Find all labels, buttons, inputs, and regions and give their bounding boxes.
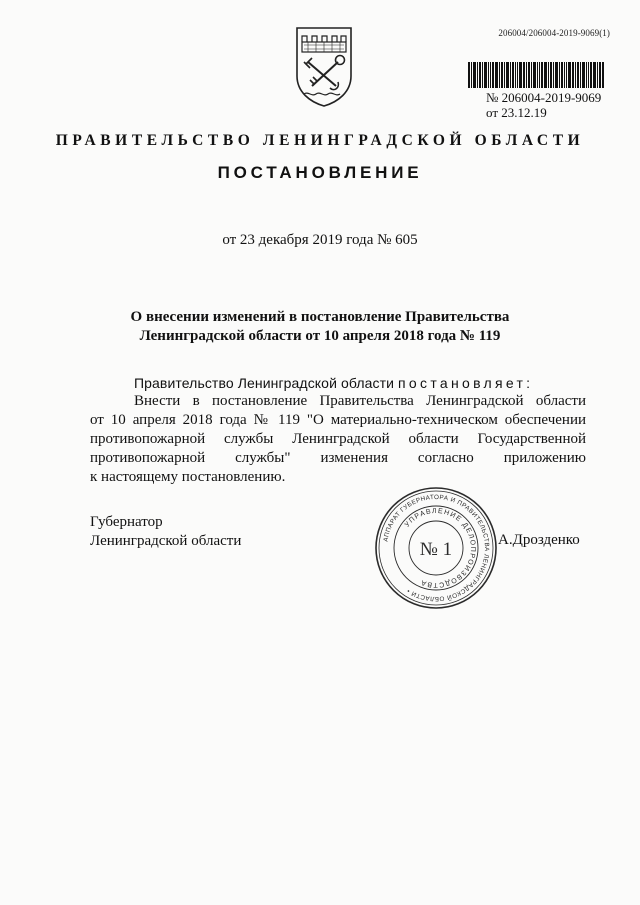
signer-position-line: Губернатор bbox=[90, 514, 163, 530]
stamp-outer-text: АППАРАТ ГУБЕРНАТОРА И ПРАВИТЕЛЬСТВА ЛЕНИНГРАДСКОЙ ОБЛАСТИ • bbox=[382, 493, 491, 603]
subject-line: Ленинградской области от 10 апреля 2018 года № 119 bbox=[139, 328, 501, 344]
body-line: от 10 апреля 2018 года № 119 "О материально-техническом обеспечении bbox=[90, 412, 586, 428]
resolution-body bbox=[90, 392, 586, 487]
intro-resolves: постановляет: bbox=[398, 375, 534, 391]
body-line: противопожарной службы" изменения согласно приложению bbox=[90, 450, 586, 466]
signer-name: А.Дрозденко bbox=[498, 532, 580, 548]
body-line: к настоящему постановлению. bbox=[90, 469, 286, 485]
stamp-center-number: № 1 bbox=[419, 539, 453, 560]
registration-date: от 23.12.19 bbox=[486, 105, 547, 120]
coat-of-arms-icon bbox=[294, 26, 354, 108]
document-type: ПОСТАНОВЛЕНИЕ bbox=[217, 163, 423, 182]
document-date-number: от 23 декабря 2019 года № 605 bbox=[222, 232, 418, 248]
registration-number: № 206004-2019-9069 bbox=[486, 90, 602, 105]
signer-position-line: Ленинградской области bbox=[90, 533, 242, 549]
document-id: 206004/206004-2019-9069(1) bbox=[498, 28, 610, 38]
resolution-intro bbox=[134, 375, 533, 391]
document-subject bbox=[0, 308, 640, 346]
barcode bbox=[468, 62, 604, 88]
government-name: ПРАВИТЕЛЬСТВО ЛЕНИНГРАДСКОЙ ОБЛАСТИ bbox=[55, 132, 585, 149]
stamp-inner-text: УПРАВЛЕНИЕ ДЕЛОПРОИЗВОДСТВА bbox=[403, 507, 477, 589]
intro-lead: Правительство Ленинградской области bbox=[134, 375, 395, 391]
signer-position bbox=[90, 513, 241, 551]
official-stamp bbox=[374, 486, 498, 610]
body-line: противопожарной службы Ленинградской области Государственной bbox=[90, 431, 586, 447]
subject-line: О внесении изменений в постановление Правительства bbox=[130, 309, 510, 325]
body-line: Внести в постановление Правительства Ленинградской области bbox=[134, 393, 586, 409]
